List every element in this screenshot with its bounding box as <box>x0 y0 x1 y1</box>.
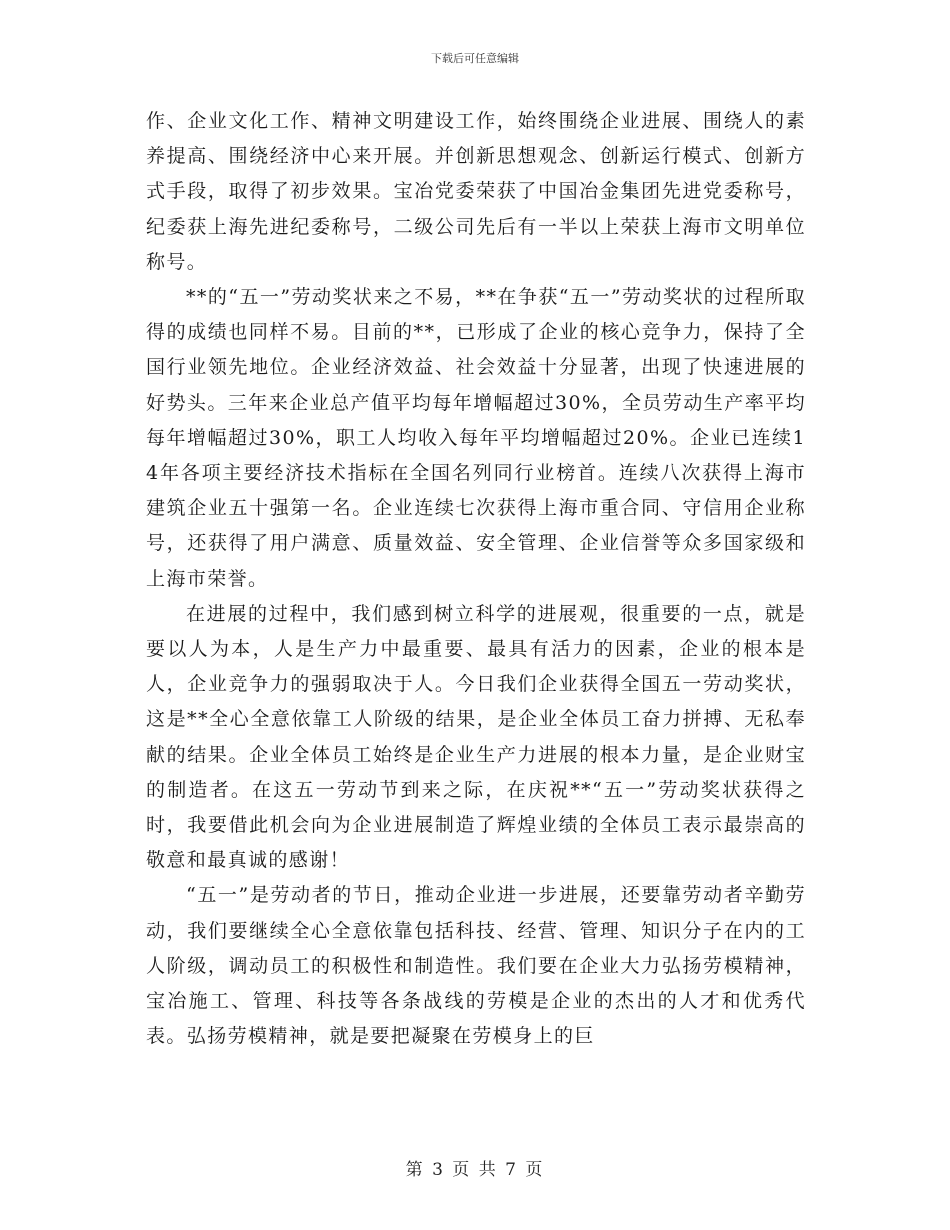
paragraph-2: **的“五一”劳动奖状来之不易，**在争获“五一”劳动奖状的过程所取得的成绩也同样不易。目前的**，已形成了企业的核心竞争力，保持了全国行业领先地位。企业经济效益、社会效益十分显著，出现了快速进展的好势头。三年来企业总产值平均每年增幅超过30%，全员劳动生产率平均每年增幅超过30%，职工人均收入每年平均增幅超过20%。企业已连续14年各项主要经济技术指标在全国名列同行业榜首。连续八次获得上海市建筑企业五十强第一名。企业连续七次获得上海市重合同、守信用企业称号，还获得了用户满意、质量效益、安全管理、企业信誉等众多国家级和上海市荣誉。 <box>146 286 806 590</box>
paragraph-4: “五一”是劳动者的节日，推动企业进一步进展，还要靠劳动者辛勤劳动，我们要继续全心全意依靠包括科技、经营、管理、知识分子在内的工人阶级，调动员工的积极性和制造性。我们要在企业大力弘扬劳模精神，宝冶施工、管理、科技等各条战线的劳模是企业的杰出的人才和优秀代表。弘扬劳模精神，就是要把凝聚在劳模身上的巨 <box>146 884 806 1048</box>
document-body <box>146 104 806 1054</box>
paragraph-1: 作、企业文化工作、精神文明建设工作，始终围绕企业进展、围绕人的素养提高、围绕经济中心来开展。并创新思想观念、创新运行模式、创新方式手段，取得了初步效果。宝冶党委荣获了中国冶金集团先进党委称号，纪委获上海先进纪委称号，二级公司先后有一半以上荣获上海市文明单位称号。 <box>146 110 806 273</box>
page-number: 第 3 页 共 7 页 <box>405 1160 545 1180</box>
paragraph-3: 在进展的过程中，我们感到树立科学的进展观，很重要的一点，就是要以人为本，人是生产力中最重要、最具有活力的因素，企业的根本是人，企业竞争力的强弱取决于人。今日我们企业获得全国五一劳动奖状，这是**全心全意依靠工人阶级的结果，是企业全体员工奋力拼搏、无私奉献的结果。企业全体员工始终是企业生产力进展的根本力量，是企业财宝的制造者。在这五一劳动节到来之际，在庆祝**“五一”劳动奖状获得之时，我要借此机会向为企业进展制造了辉煌业绩的全体员工表示最崇高的敬意和最真诚的感谢！ <box>146 602 806 872</box>
page-header: 下载后可任意编辑 <box>431 52 519 65</box>
